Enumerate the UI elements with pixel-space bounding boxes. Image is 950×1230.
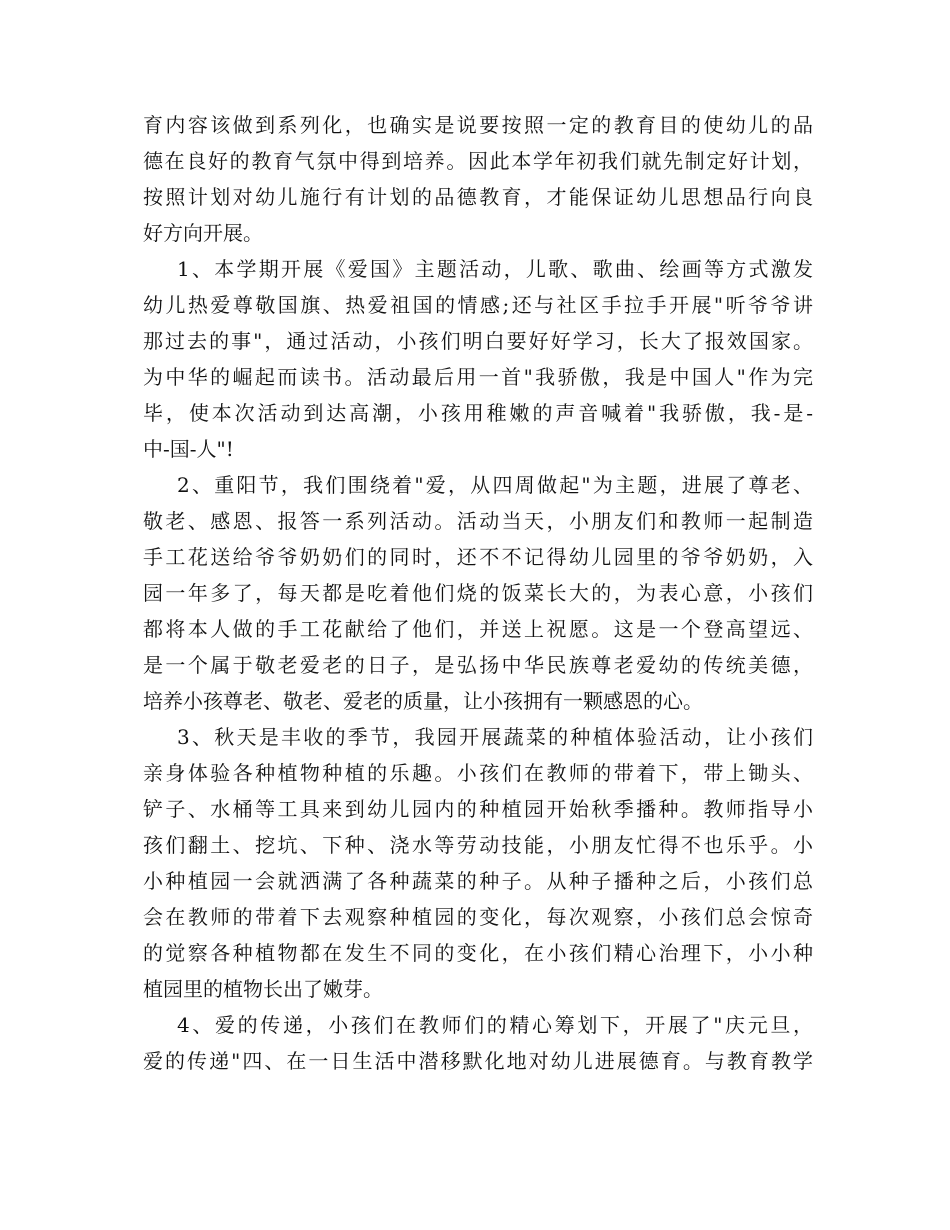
text-line: 手工花送给爷爷奶奶们的同时，还不不记得幼儿园里的爷爷奶奶，入 (143, 545, 813, 569)
paragraph-first-line: 2、重阳节，我们围绕着"爱，从四周做起"为主题，进展了尊老、 (177, 473, 813, 497)
paragraph-first-line: 4、爱的传递，小孩们在教师们的精心筹划下，开展了"庆元旦， (177, 1013, 813, 1037)
text-line: 小种植园一会就洒满了各种蔬菜的种子。从种子播种之后，小孩们总 (143, 869, 813, 893)
text-line: 都将本人做的手工花献给了他们，并送上祝愿。这是一个登高望远、 (143, 617, 813, 641)
text-line: 园一年多了，每天都是吃着他们烧的饭菜长大的，为表心意，小孩们 (143, 581, 813, 605)
text-line: 德在良好的教育气氛中得到培养。因此本学年初我们就先制定好计划， (143, 149, 813, 173)
text-line: 敬老、感恩、报答一系列活动。活动当天，小朋友们和教师一起制造 (143, 509, 813, 533)
text-line: 亲身体验各种植物种植的乐趣。小孩们在教师的带着下，带上锄头、 (143, 761, 813, 785)
paragraph-first-line: 3、秋天是丰收的季节，我园开展蔬菜的种植体验活动，让小孩们 (177, 725, 813, 749)
text-line: 中-国-人"! (143, 437, 234, 461)
text-line: 好方向开展。 (143, 221, 263, 245)
text-line: 培养小孩尊老、敬老、爱老的质量，让小孩拥有一颗感恩的心。 (143, 689, 703, 713)
paragraph-first-line: 1、本学期开展《爱国》主题活动，儿歌、歌曲、绘画等方式激发 (177, 257, 813, 281)
text-line: 为中华的崛起而读书。活动最后用一首"我骄傲，我是中国人"作为完 (143, 365, 813, 389)
text-line: 爱的传递"四、在一日生活中潜移默化地对幼儿进展德育。与教育教学 (143, 1049, 813, 1073)
text-line: 那过去的事"，通过活动，小孩们明白要好好学习，长大了报效国家。 (143, 329, 813, 353)
text-line: 植园里的植物长出了嫩芽。 (143, 977, 383, 1001)
text-line: 孩们翻土、挖坑、下种、浇水等劳动技能，小朋友忙得不也乐乎。小 (143, 833, 813, 857)
text-line: 铲子、水桶等工具来到幼儿园内的种植园开始秋季播种。教师指导小 (143, 797, 813, 821)
text-line: 幼儿热爱尊敬国旗、热爱祖国的情感;还与社区手拉手开展"听爷爷讲 (143, 293, 813, 317)
text-line: 的觉察各种植物都在发生不同的变化，在小孩们精心治理下，小小种 (143, 941, 813, 965)
document-body (143, 107, 813, 1079)
text-line: 育内容该做到系列化，也确实是说要按照一定的教育目的使幼儿的品 (143, 113, 813, 137)
text-line: 会在教师的带着下去观察种植园的变化，每次观察，小孩们总会惊奇 (143, 905, 813, 929)
text-line: 毕，使本次活动到达高潮，小孩用稚嫩的声音喊着"我骄傲，我-是- (143, 401, 813, 425)
text-line: 是一个属于敬老爱老的日子，是弘扬中华民族尊老爱幼的传统美德， (143, 653, 813, 677)
text-line: 按照计划对幼儿施行有计划的品德教育，才能保证幼儿思想品行向良 (143, 185, 813, 209)
